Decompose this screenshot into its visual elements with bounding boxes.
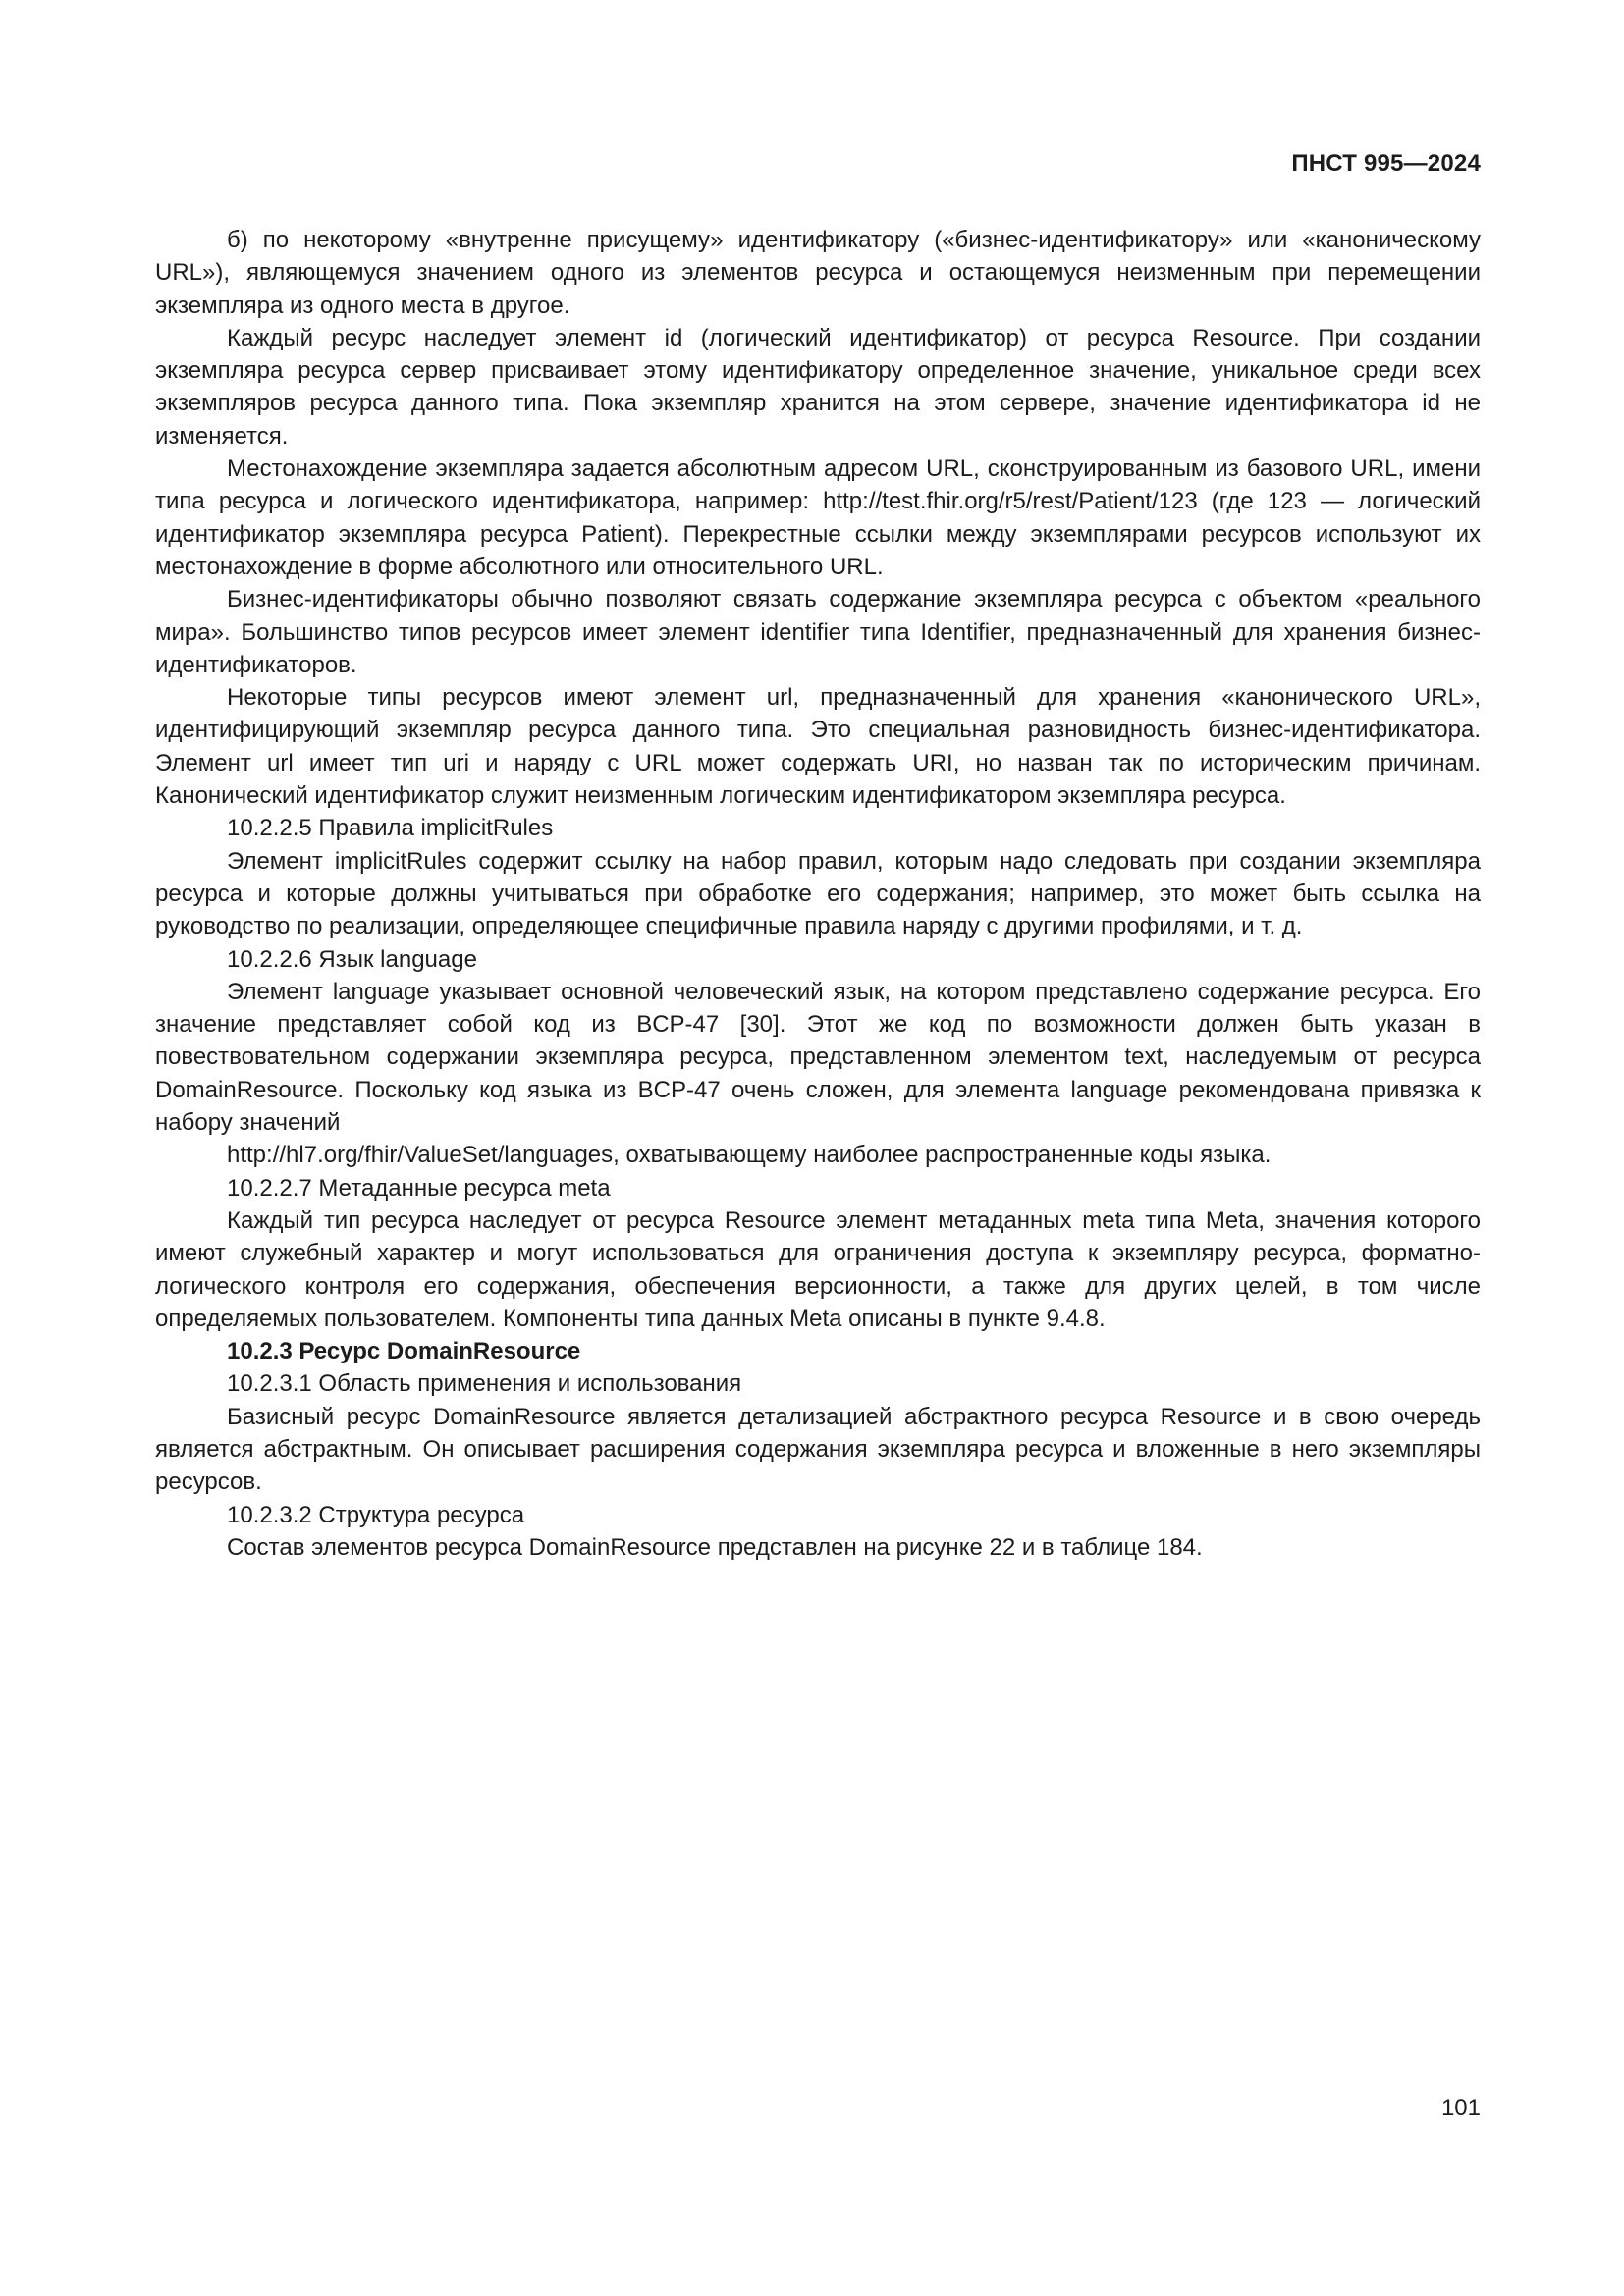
paragraph-canonical-url: Некоторые типы ресурсов имеют элемент url, предназначенный для хранения «канонического URL», идентифицирующий экземпляр ресурса данного типа. Это специальная разновидность бизнес-идентификатора. Элемент url имеет тип uri и наряду с URL может содержать URI, но назван так по историческим причинам. Канонический идентификатор служит неизменным логическим идентификатором экземпляра ресурса.: [155, 684, 1481, 810]
document-body: [155, 224, 1481, 1564]
section-title-language: 10.2.2.6 Язык language: [227, 945, 477, 973]
section-title-implicit-rules: 10.2.2.5 Правила implicitRules: [227, 815, 554, 842]
paragraph-location-url: Местонахождение экземпляра задается абсолютным адресом URL, сконструированным из базового URL, имени типа ресурса и логического идентификатора, например: http://test.fhir.org/r5/rest/Patient/123 (где 123 — логический идентификатор экземпляра ресурса Patient). Перекрестные ссылки между экземплярами ресурсов используют их местонахождение в форме абсолютного или относительного URL.: [155, 455, 1481, 580]
page-number: 101: [1440, 2095, 1481, 2121]
section-heading-domain-resource: 10.2.3 Ресурс DomainResource: [227, 1338, 581, 1365]
paragraph-structure: Состав элементов ресурса DomainResource представлен на рисунке 22 и в таблице 184.: [227, 1533, 1203, 1561]
paragraph-language: Элемент language указывает основной человеческий язык, на котором представлено содержание ресурса. Его значение представляет собой код из BCP-47 [30]. Этот же код по возможности должен быть указан в повествовательном содержании экземпляра ресурса, представленном элементом text, наследуемым от ресурса DomainResource. Поскольку код языка из BCP-47 очень сложен, для элемента language рекомендована привязка к набору значений: [155, 978, 1481, 1137]
paragraph-language-valueset: http://hl7.org/fhir/ValueSet/languages, охватывающему наиболее распространенные коды языка.: [227, 1142, 1272, 1169]
paragraph-logical-id: Каждый ресурс наследует элемент id (логический идентификатор) от ресурса Resource. При создании экземпляра ресурса сервер присваивает этому идентификатору определенное значение, уникальное среди всех экземпляров ресурса данного типа. Пока экземпляр хранится на этом сервере, значение идентификатора id не изменяется.: [155, 324, 1481, 450]
section-title-scope: 10.2.3.1 Область применения и использования: [227, 1370, 742, 1398]
paragraph-business-ids: Бизнес-идентификаторы обычно позволяют связать содержание экземпляра ресурса с объектом «реального мира». Большинство типов ресурсов имеет элемент identifier типа Identifier, предназначенный для хранения бизнес-идентификаторов.: [155, 586, 1481, 678]
paragraph-list-item-b: б) по некоторому «внутренне присущему» идентификатору («бизнес-идентификатору» или «каноническому URL»), являющемуся значением одного из элементов ресурса и остающемуся неизменным при перемещении экземпляра из одного места в другое.: [155, 227, 1481, 319]
paragraph-domain-resource: Базисный ресурс DomainResource является детализацией абстрактного ресурса Resource и в свою очередь является абстрактным. Он описывает расширения содержания экземпляра ресурса и вложенные в него экземпляры ресурсов.: [155, 1403, 1481, 1496]
paragraph-implicit-rules: Элемент implicitRules содержит ссылку на набор правил, которым надо следовать при создании экземпляра ресурса и которые должны учитываться при обработке его содержания; например, это может быть ссылка на руководство по реализации, определяющее специфичные правила наряду с другими профилями, и т. д.: [155, 847, 1481, 940]
document-standard-header: ПНСТ 995—2024: [1291, 150, 1481, 177]
section-title-meta: 10.2.2.7 Метаданные ресурса meta: [227, 1174, 611, 1201]
paragraph-meta: Каждый тип ресурса наследует от ресурса Resource элемент метаданных meta типа Meta, значения которого имеют служебный характер и могут использоваться для ограничения доступа к экземпляру ресурса, форматно-логического контроля его содержания, обеспечения версионности, а также для других целей, в том числе определяемых пользователем. Компоненты типа данных Meta описаны в пункте 9.4.8.: [155, 1206, 1481, 1332]
section-title-structure: 10.2.3.2 Структура ресурса: [227, 1501, 525, 1528]
